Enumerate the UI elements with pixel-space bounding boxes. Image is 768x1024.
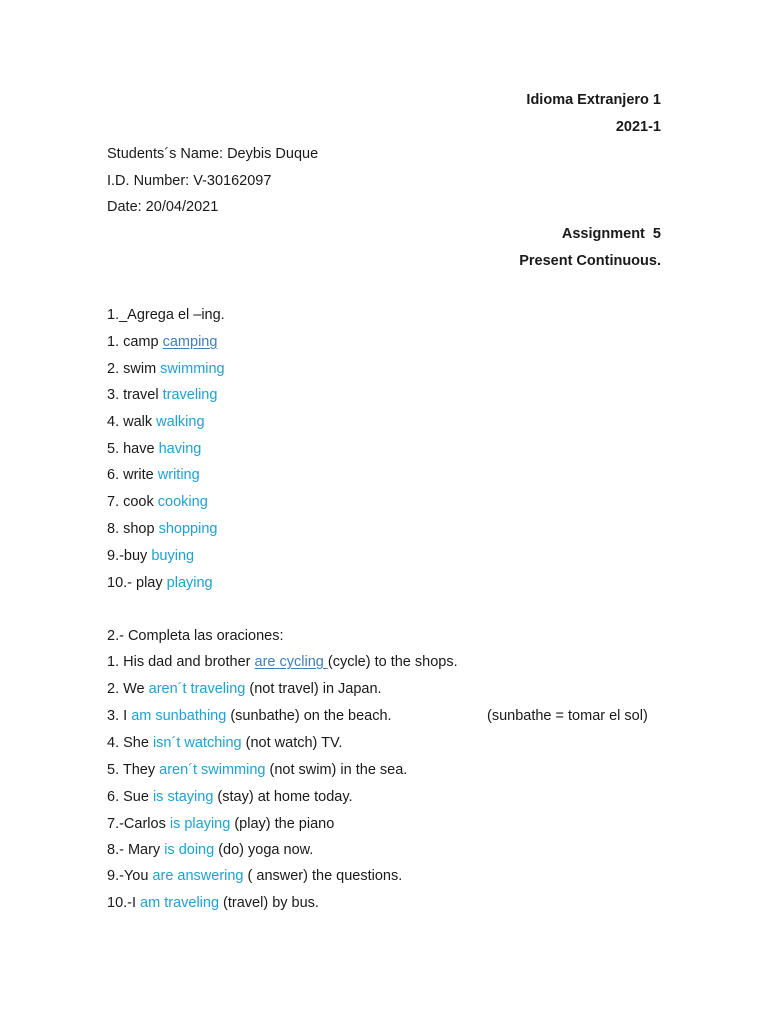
list-item [107, 386, 217, 404]
item-prefix: 10.- play [107, 575, 167, 591]
item-prefix: 3. travel [107, 387, 163, 403]
answer: shopping [158, 521, 218, 537]
answer: aren´t swimming [159, 762, 266, 778]
item-prefix: 9.-buy [107, 548, 152, 564]
student-name: Students´s Name: Deybis Duque [107, 146, 319, 162]
item-prefix: 1. His dad and brother [107, 654, 255, 670]
list-item [107, 466, 200, 484]
date: Date: 20/04/2021 [107, 199, 219, 215]
item-suffix: (travel) by bus. [219, 895, 319, 911]
item-prefix: 1. camp [107, 334, 163, 350]
item-prefix: 8.- Mary [107, 842, 165, 858]
answer: having [158, 441, 202, 457]
item-prefix: 5. have [107, 441, 159, 457]
list-item [107, 547, 194, 565]
list-item [107, 574, 213, 592]
list-item [107, 734, 342, 752]
list-item [107, 360, 225, 378]
section2-title: 2.- Completa las oraciones: [107, 628, 284, 644]
item-prefix: 4. walk [107, 414, 157, 430]
answer: playing [166, 575, 213, 591]
list-item [107, 707, 392, 725]
item-prefix: 6. Sue [107, 789, 153, 805]
item-suffix: (stay) at home today. [213, 789, 353, 805]
answer: am traveling [140, 895, 220, 911]
answer: is playing [169, 816, 231, 832]
item-prefix: 10.-I [107, 895, 141, 911]
list-item [107, 520, 217, 538]
answer: cooking [157, 494, 208, 510]
list-item [107, 440, 201, 458]
list-item [107, 815, 334, 833]
item-suffix: (cycle) to the shops. [327, 654, 458, 670]
list-item [107, 680, 382, 698]
answer: writing [157, 467, 200, 483]
assignment-title: Assignment 5 [561, 226, 661, 242]
answer: swimming [160, 361, 225, 377]
list-item [107, 413, 205, 431]
item-prefix: 8. shop [107, 521, 159, 537]
answer: aren´t traveling [148, 681, 246, 697]
list-item [107, 493, 208, 511]
answer-link[interactable]: camping [162, 334, 218, 350]
item-prefix: 6. write [107, 467, 158, 483]
answer: isn´t watching [152, 735, 242, 751]
list-item [107, 841, 313, 859]
list-item [107, 867, 402, 885]
answer: is doing [164, 842, 215, 858]
id-number: I.D. Number: V-30162097 [107, 173, 272, 189]
vocabulary-note: (sunbathe = tomar el sol) [487, 708, 648, 724]
item-prefix: 9.-You [107, 868, 153, 884]
item-suffix: (play) the piano [230, 816, 335, 832]
topic-title: Present Continuous. [519, 253, 661, 269]
answer: traveling [162, 387, 218, 403]
answer: are answering [152, 868, 244, 884]
item-prefix: 3. I [107, 708, 132, 724]
answer: walking [156, 414, 205, 430]
list-item [107, 761, 407, 779]
item-suffix: (not travel) in Japan. [245, 681, 382, 697]
list-item [107, 653, 458, 671]
item-suffix: (do) yoga now. [214, 842, 314, 858]
answer-link[interactable]: are cycling [254, 654, 328, 670]
section1-title: 1._Agrega el –ing. [107, 307, 225, 323]
item-prefix: 7.-Carlos [107, 816, 170, 832]
answer: buying [151, 548, 195, 564]
list-item [107, 894, 319, 912]
item-prefix: 4. She [107, 735, 153, 751]
list-item [107, 788, 353, 806]
item-prefix: 2. swim [107, 361, 161, 377]
item-suffix: (not swim) in the sea. [265, 762, 408, 778]
item-suffix: (not watch) TV. [241, 735, 343, 751]
item-suffix: ( answer) the questions. [243, 868, 403, 884]
term: 2021-1 [615, 119, 661, 135]
answer: am sunbathing [131, 708, 227, 724]
course-title: Idioma Extranjero 1 [526, 92, 661, 108]
answer: is staying [152, 789, 214, 805]
item-prefix: 5. They [107, 762, 160, 778]
item-suffix: (sunbathe) on the beach. [226, 708, 392, 724]
list-item [107, 333, 217, 351]
item-prefix: 7. cook [107, 494, 158, 510]
item-prefix: 2. We [107, 681, 149, 697]
